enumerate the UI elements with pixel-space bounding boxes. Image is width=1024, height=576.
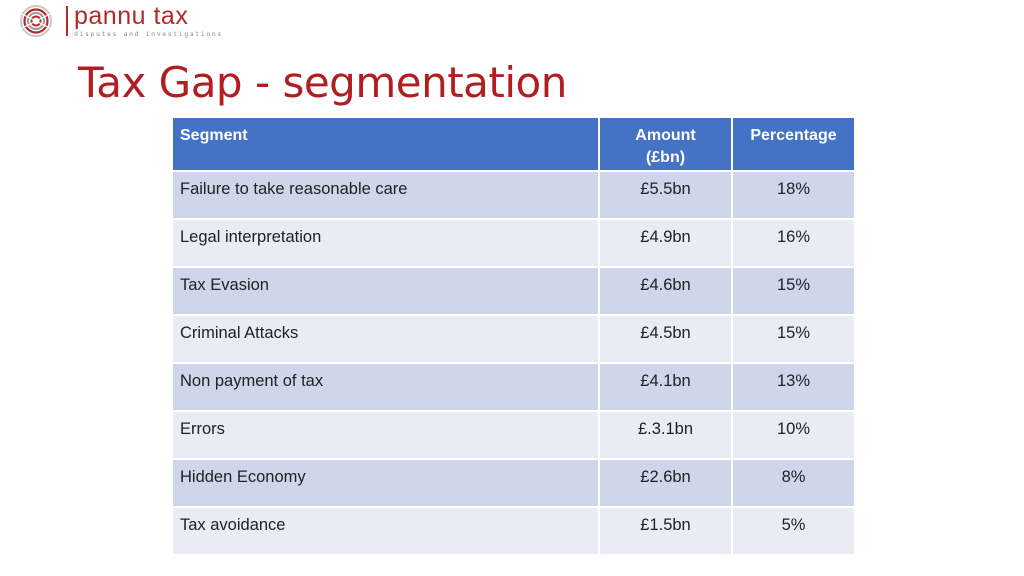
logo-text [74,4,223,38]
table-header-row [172,117,855,171]
tax-gap-table [171,116,856,556]
segment-cell: Tax Evasion [172,267,599,315]
amount-cell: £4.6bn [599,267,732,315]
percentage-cell: 16% [732,219,855,267]
company-logo [14,4,223,38]
table-row [172,267,855,315]
table-row [172,507,855,555]
logo-name: pannu tax [74,2,189,31]
amount-cell: £2.6bn [599,459,732,507]
percentage-cell: 5% [732,507,855,555]
percentage-cell: 13% [732,363,855,411]
percentage-cell: 15% [732,267,855,315]
segment-cell: Hidden Economy [172,459,599,507]
table-row [172,315,855,363]
amount-cell: £4.1bn [599,363,732,411]
segment-cell: Errors [172,411,599,459]
amount-cell: £.3.1bn [599,411,732,459]
header-percentage: Percentage [732,117,855,171]
segment-cell: Non payment of tax [172,363,599,411]
table-row [172,411,855,459]
percentage-cell: 18% [732,171,855,219]
percentage-cell: 10% [732,411,855,459]
segment-cell: Criminal Attacks [172,315,599,363]
amount-cell: £5.5bn [599,171,732,219]
percentage-cell: 15% [732,315,855,363]
logo-tagline: disputes and investigations [74,30,223,39]
table-row [172,459,855,507]
segment-cell: Failure to take reasonable care [172,171,599,219]
header-segment: Segment [172,117,599,171]
percentage-cell: 8% [732,459,855,507]
header-amount [599,117,732,171]
header-amount-line2: (£bn) [645,149,686,166]
concentric-circles-logo-icon [14,4,62,38]
amount-cell: £4.5bn [599,315,732,363]
logo-divider [66,6,68,36]
slide-title: Tax Gap - segmentation [78,58,567,107]
segment-cell: Legal interpretation [172,219,599,267]
amount-cell: £4.9bn [599,219,732,267]
table-row [172,171,855,219]
table-row [172,219,855,267]
amount-cell: £1.5bn [599,507,732,555]
table-row [172,363,855,411]
header-amount-line1: Amount [635,127,696,144]
segment-cell: Tax avoidance [172,507,599,555]
